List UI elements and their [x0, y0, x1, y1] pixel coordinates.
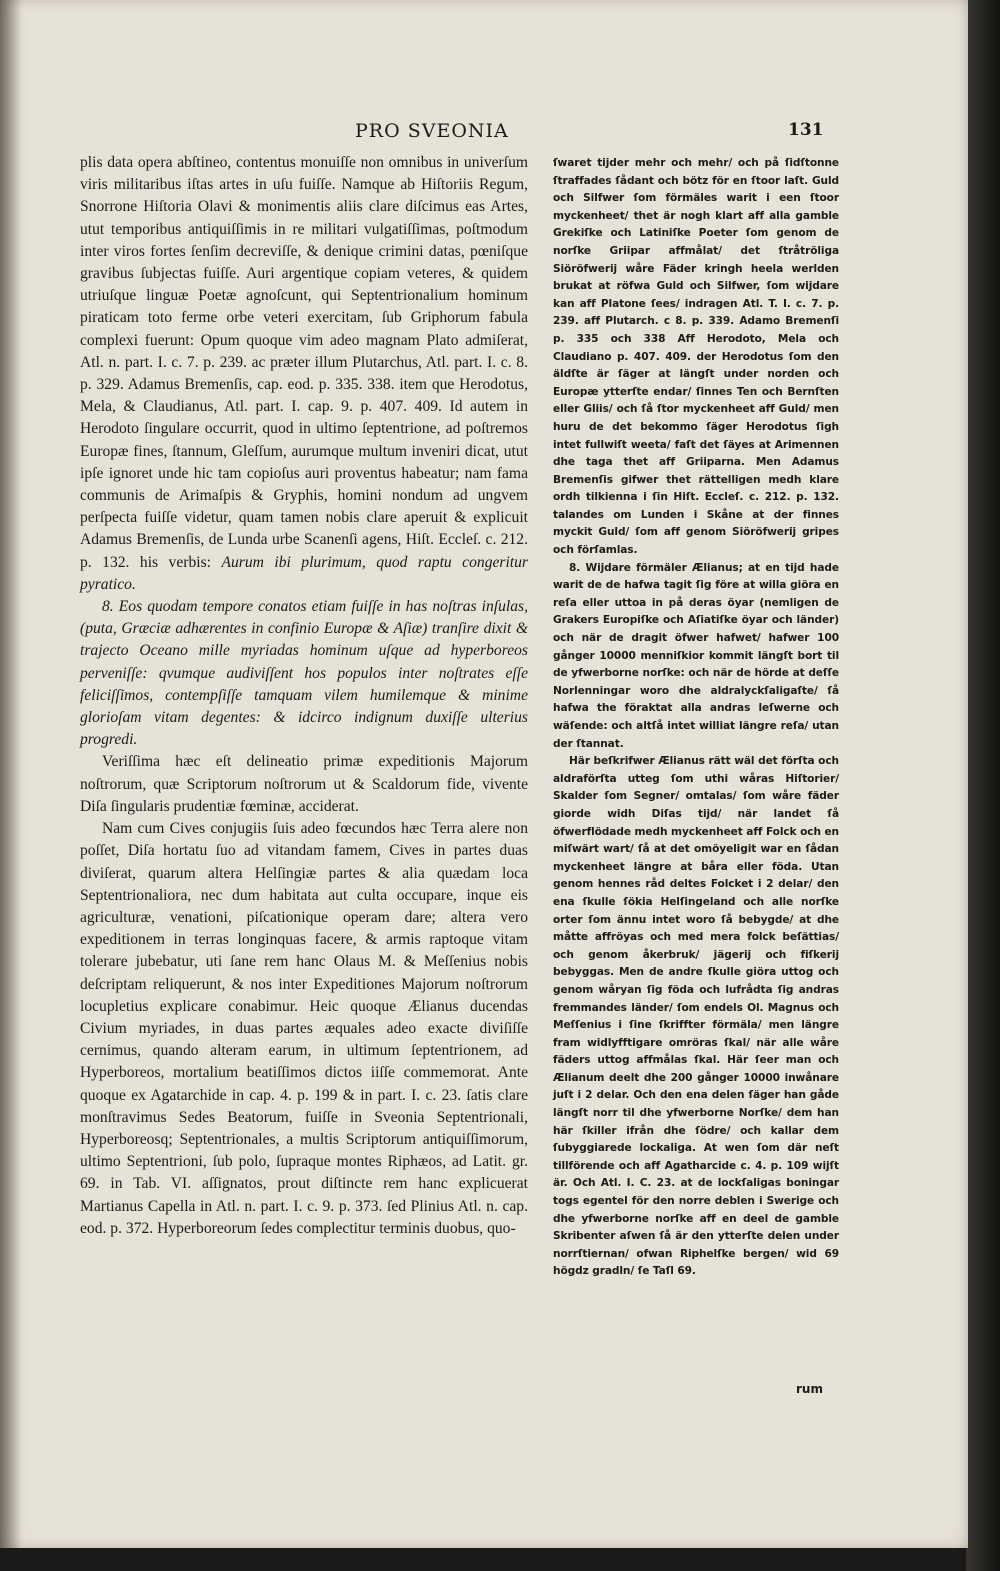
swedish-paragraph-2: 8. Wijdare förmäler Ælianus; at en tijd hade warit de de hafwa tagit ſig före at willa giöra en reſa eller uttoa in på deras öyar (nemligen de Grakers Europiſke och Aſiatiſke öyar och länder) och när de dragit öfwer hafwet/ hafwer 100 gånger 10000 menniſkior kommit längſt bort til de yfwerborne norſke: och när de hörde at deſſe Norlenningar woro dhe aldralyckſaligaſte/ ſå hafwa the föraktat alla andras leſwerne och wäſende: och altſå intet williat längre reſa/ utan der ſtannat.	[553, 561, 839, 750]
swedish-paragraph-1: ſwaret tijder mehr och mehr/ och på ſidſtonne ſtraffades ſådant och bötz för en ſtoor laſt. Guld och Silfwer ſom förmäles warit i een ſtoor myckenheet/ thet är nogh klart aff alla gamble Grekiſke och Latiniſke Poeter ſom genom de norſke Griipar affmålat/ det ſtråtröliga Siöröfwerij wåre Fäder kringh heela werlden brukat at röfwa Guld och Silfwer, ſom wijdare kan aff Platone ſees/ indragen Atl. T. I. c. 7. p. 239. aff Plutarch. c 8. p. 339. Adamo Bremenſi p. 335 och 338 Aff Herodoto, Mela och Claudiano p. 407. 409. der Herodotus ſom den äldſte är ſäger at längſt under norden och Europæ ytterſte endar/ ſinnes Ten och Bernſten eller Gliis/ och ſå ſtor myckenheet aff Guld/ men huru de det bekommo ſäger Herodotus ſigh intet fullwiſt weeta/ faſt det ſäyes at Arimennen dhe taga thet aff Griiparna. Men Adamus Bremenſis gifwer thet rättelligen medh klare ordh tilkienna i ſin Hiſt. Eccleſ. c. 212. p. 132. talandes om Lunden i Skåne at der finnes myckit Guld/ ſom aff genom Siöröfwerij gripes och förſamlas.	[553, 157, 839, 557]
latin-paragraph-3: Veriſſima hæc eſt delineatio primæ expeditionis Majorum noſtrorum, quæ Scriptorum noſtrorum ut & Scaldorum fide, vivente Diſa ſingularis prudentiæ fœminæ, acciderat.	[80, 753, 528, 815]
latin-paragraph-1	[80, 152, 528, 596]
latin-quote: Aurum ibi plurimum, quod raptu congeritur pyratico.	[80, 553, 529, 593]
latin-column	[80, 152, 528, 1240]
running-head: PRO SVEONIA	[355, 120, 509, 142]
latin-paragraph-4: Nam cum Cives conjugiis ſuis adeo fœcundos hæc Terra alere non poſſet, Diſa hortatu ſuo ad vitandam famem, Cives in partes duas diviſerat, quarum altera Helſingiæ partes & alia quædam loca Septentrionaliora, nec dum habitata aut culta occupare, inque eis agriculturæ, venationi, piſcationique operam dare; altera vero expeditionem in terras longinquas facere, & armis raptoque vitam tolerare jubebatur, uti ſane rem hanc Olaus M. & Meſſenius nobis deſcriptam reliquerunt, & nos inter Expeditiones Majorum noſtrorum locupletius explicare conabimur. Heic quoque Ælianus ducendas Civium myriades, in duas partes æquales adeo exacte diviſiſſe cernimus, quando alteram earum, in ultimum ſeptentrionem, ad Hyperboreos, mortalium beatiſſimos dictos iiſſe commemorat. Ante quoque ex Agatarchide in cap. 4. p. 199 & in part. I. c. 23. ſatis clare monſtravimus Sedes Beatorum, fuiſſe in Sveonia Septentrionali, Hyperboreosq; Septentrionales, a multis Scriptorum antiquiſſimorum, ultimo Septentrioni, ſub polo, ſupraque montes Riphæos, ad Latit. gr. 69. in Tab. VI. aſſignatos, prout diſtincte rem hanc explicuerat Martianus Capella in Atl. n. part. I. c. 9. p. 373. ſed Plinius Atl. n. cap. eod. p. 372. Hyperboreorum ſedes complectitur terminis duobus, quo-	[80, 820, 528, 1237]
swedish-paragraph-3: Här beſkrifwer Ælianus rätt wäl det förſta och aldraförſta utteg ſom uthi wåras Hiſtorier/ Skalder ſom Segner/ omtalas/ ſom wåre fäder giorde widh Diſas tijd/ när landet ſå öfwerflödade medh myckenheet aff Folck och en miſwärt wart/ ſå at det omöyeligit war en ſådan myckenheet längre at båra eller föda. Utan genom hennes råd deltes Folcket i 2 delar/ den ena ſkulle ſökia Helſingeland och alle norſke orter ſom ännu intet woro ſå bebygde/ at dhe måtte affröyas och med mera folck beſättias/ och genom åkerbruk/ jägerij och fiſkerij bebyggas. Men de andre ſkulle giöra uttog och genom wåryan ſig föda och lufrådta ſig andras fremmandes länder/ ſom endels Ol. Magnus och Meſſenius i ſine ſkriffter förmäla/ men längre fram widlyfftigare omröras ſkal/ när alle wåre fäders uttog affmålas ſkal. Här ſeer man och Ælianum deelt dhe 200 gånger 10000 inwånare juſt i 2 delar. Och den ena delen ſäger han gåde längſt norr til dhe yfwerborne Norſke/ dem han här ſkiller ifrån dhe ſödre/ och kallar dem ſubyggiarede lockaliga. At wen ſom där neſt tillförende och aff Agatharcide c. 4. p. 109 wijſt är. Och Atl. I. C. 23. at de lockſaligas boningar togs egentel för den norre deblen i Swerige och dhe yfwerborne norſke aff en deel de gamble Skribenter aſwen ſå är den ytterſte delen under norrſtiernan/ ofwan Riphelſke bergen/ wid 69 högdz gradln/ ſe Taſl 69.	[553, 755, 840, 1278]
latin-paragraph-2: 8. Eos quodam tempore conatos etiam fuiſſe in has noſtras inſulas, (puta, Græciæ adhærentes in confinio Europæ & Aſiæ) tranſire dixit & trajecto Oceano mille myriadas hominum uſque ad hyperboreos perveniſſe: qvumque audiviſſent hos populos inter noſtrates eſſe feliciſſimos, contempſiſſe tamquam vilem humilemque & minime glorioſam vitam degentes: & idcirco indignum duxiſſe ulterius progredi.	[80, 598, 528, 749]
page-number: 131	[788, 120, 824, 140]
swedish-column	[553, 155, 839, 1281]
latin-paragraph-1-text: plis data opera abſtineo, contentus monuiſſe non omnibus in univerſum viris militaribus iſtas artes in uſu fuiſſe. Namque ab Hiſtoriis Regum, Snorrone Hiſtoria Olavi & monimentis aliis clare diſcimus eas Artes, utut temporibus antiquiſſimis in re militari vulgatiſſimas, poſtmodum inter viros fortes ſenſim decreviſſe, & denique crimini datas, pœniſque gravibus ſubjectas fuiſſe. Auri argentique copiam veteres, & quidem utriuſque linguæ Poetæ agnoſcunt, qui Septentrionalium hominum piraticam toto ferme orbe veteri exercitam, ſub Griphorum fabula complexi fuerunt: Opum quoque vim adeo magnam Plato admiſerat, Atl. n. part. I. c. 7. p. 239. ac præter illum Plutarchus, Atl. part. I. c. 8. p. 329. Adamus Bremenſis, cap. eod. p. 335. 338. item que Herodotus, Mela, & Claudianus, Atl. part. I. cap. 9. p. 407. 409. Id autem in Herodoto ſingulare occurrit, quod in ultimo ſeptentrione, ad poſtremos Europæ fines, ſtannum, Gleſſum, aurumque multum inveniri dicat, utut ipſe ignoret unde hic tam copioſus auri proventus habeatur; nam fama communis de Arimaſpis & Gryphis, homini nondum ad ungvem perſpecta fuiſſe videtur, quam tamen nobis clare aperuit & explicuit Adamus Bremenſis, de Lunda urbe Scanenſi agens, Hiſt. Eccleſ. c. 212. p. 132. his verbis:	[80, 154, 528, 571]
book-edge	[966, 0, 1000, 1571]
gutter-shadow	[0, 0, 22, 1548]
catchword: rum	[796, 1382, 823, 1396]
